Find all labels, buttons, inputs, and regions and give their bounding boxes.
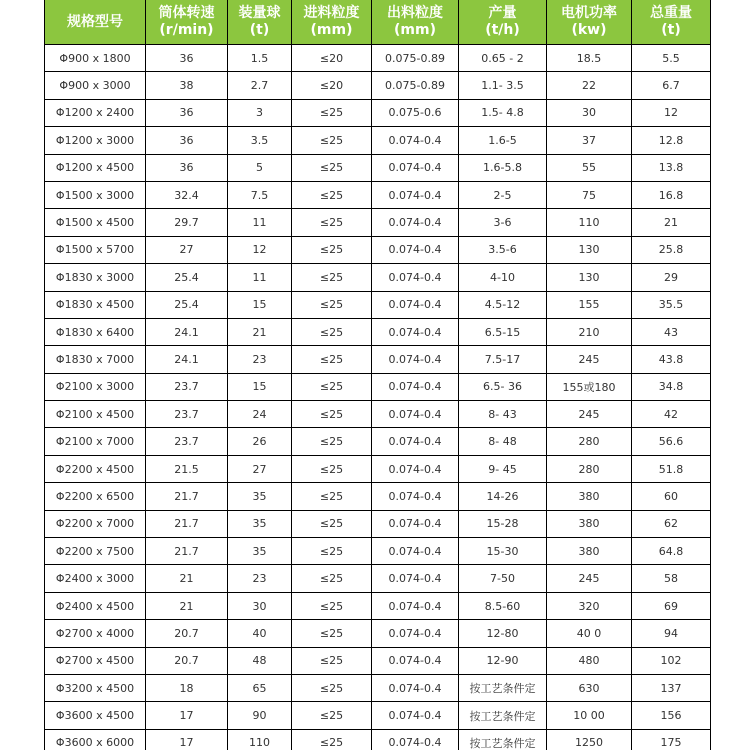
table-row (45, 565, 711, 592)
motor-power-cell: 110 (547, 209, 632, 236)
header-unit: (t) (249, 22, 270, 38)
weight-cell: 175 (632, 729, 711, 750)
ball-load-cell: 15 (228, 291, 292, 318)
ball-load-header (228, 0, 292, 45)
discharge-size-cell: 0.074-0.4 (372, 291, 459, 318)
model-cell: Φ1500 x 4500 (45, 209, 146, 236)
table-row (45, 428, 711, 455)
speed-cell: 36 (146, 99, 228, 126)
model-cell: Φ2200 x 4500 (45, 455, 146, 482)
feed-size-cell: ≤25 (292, 154, 372, 181)
capacity-cell: 15-28 (459, 510, 547, 537)
discharge-size-header (372, 0, 459, 45)
header-unit: (t) (661, 22, 681, 38)
motor-power-cell: 37 (547, 127, 632, 154)
speed-cell: 18 (146, 674, 228, 701)
discharge-size-cell: 0.074-0.4 (372, 620, 459, 647)
ball-mill-spec-table (44, 0, 711, 750)
discharge-size-cell: 0.074-0.4 (372, 181, 459, 208)
discharge-size-cell: 0.074-0.4 (372, 318, 459, 345)
header-title: 电机功率 (561, 5, 617, 21)
ball-load-cell: 11 (228, 264, 292, 291)
discharge-size-cell: 0.074-0.4 (372, 565, 459, 592)
model-cell: Φ3600 x 6000 (45, 729, 146, 750)
header-title: 装量球 (238, 5, 281, 21)
feed-size-cell: ≤25 (292, 455, 372, 482)
ball-load-cell: 23 (228, 346, 292, 373)
table-row (45, 181, 711, 208)
table-row (45, 291, 711, 318)
discharge-size-cell: 0.075-0.6 (372, 99, 459, 126)
discharge-size-cell: 0.074-0.4 (372, 592, 459, 619)
model-cell: Φ2400 x 3000 (45, 565, 146, 592)
weight-cell: 13.8 (632, 154, 711, 181)
feed-size-cell: ≤25 (292, 127, 372, 154)
speed-cell: 23.7 (146, 401, 228, 428)
header-unit: (t/h) (485, 22, 520, 38)
speed-cell: 21.7 (146, 538, 228, 565)
capacity-header (459, 0, 547, 45)
weight-cell: 43 (632, 318, 711, 345)
ball-load-cell: 90 (228, 702, 292, 729)
feed-size-cell: ≤25 (292, 236, 372, 263)
motor-power-cell: 380 (547, 483, 632, 510)
table-row (45, 647, 711, 674)
ball-load-cell: 11 (228, 209, 292, 236)
feed-size-cell: ≤25 (292, 401, 372, 428)
table-body (45, 45, 711, 750)
ball-load-cell: 48 (228, 647, 292, 674)
motor-power-cell: 75 (547, 181, 632, 208)
capacity-cell: 8- 48 (459, 428, 547, 455)
header-unit: (kw) (571, 22, 607, 38)
motor-power-cell: 210 (547, 318, 632, 345)
capacity-cell: 2-5 (459, 181, 547, 208)
table-row (45, 510, 711, 537)
table-row (45, 674, 711, 701)
weight-cell: 56.6 (632, 428, 711, 455)
discharge-size-cell: 0.075-0.89 (372, 72, 459, 99)
weight-cell: 35.5 (632, 291, 711, 318)
motor-power-cell: 155 (547, 291, 632, 318)
capacity-cell: 1.6-5 (459, 127, 547, 154)
capacity-cell: 3.5-6 (459, 236, 547, 263)
ball-load-cell: 35 (228, 538, 292, 565)
ball-load-cell: 15 (228, 373, 292, 400)
motor-power-cell: 630 (547, 674, 632, 701)
ball-load-cell: 5 (228, 154, 292, 181)
motor-power-header (547, 0, 632, 45)
speed-cell: 21.7 (146, 510, 228, 537)
capacity-cell: 1.1- 3.5 (459, 72, 547, 99)
capacity-cell: 3-6 (459, 209, 547, 236)
motor-power-cell: 155或180 (547, 373, 632, 400)
discharge-size-cell: 0.074-0.4 (372, 483, 459, 510)
discharge-size-cell: 0.074-0.4 (372, 647, 459, 674)
model-cell: Φ3200 x 4500 (45, 674, 146, 701)
table-row (45, 729, 711, 750)
feed-size-cell: ≤25 (292, 565, 372, 592)
feed-size-cell: ≤25 (292, 291, 372, 318)
model-cell: Φ2700 x 4000 (45, 620, 146, 647)
capacity-cell: 8.5-60 (459, 592, 547, 619)
weight-cell: 94 (632, 620, 711, 647)
ball-load-cell: 1.5 (228, 45, 292, 72)
feed-size-cell: ≤25 (292, 346, 372, 373)
ball-load-cell: 7.5 (228, 181, 292, 208)
feed-size-cell: ≤25 (292, 483, 372, 510)
table-row (45, 373, 711, 400)
table-row (45, 455, 711, 482)
weight-cell: 42 (632, 401, 711, 428)
header-unit: (mm) (310, 22, 353, 38)
table-row (45, 346, 711, 373)
table-row (45, 99, 711, 126)
capacity-cell: 6.5- 36 (459, 373, 547, 400)
feed-size-cell: ≤25 (292, 620, 372, 647)
ball-load-cell: 30 (228, 592, 292, 619)
speed-cell: 32.4 (146, 181, 228, 208)
ball-load-cell: 35 (228, 510, 292, 537)
feed-size-cell: ≤25 (292, 99, 372, 126)
speed-cell: 20.7 (146, 647, 228, 674)
capacity-cell: 8- 43 (459, 401, 547, 428)
weight-cell: 6.7 (632, 72, 711, 99)
speed-cell: 21.7 (146, 483, 228, 510)
discharge-size-cell: 0.074-0.4 (372, 127, 459, 154)
discharge-size-cell: 0.074-0.4 (372, 729, 459, 750)
table-row (45, 264, 711, 291)
feed-size-cell: ≤25 (292, 181, 372, 208)
table-row (45, 236, 711, 263)
speed-cell: 25.4 (146, 264, 228, 291)
speed-cell: 23.7 (146, 373, 228, 400)
capacity-cell: 9- 45 (459, 455, 547, 482)
drum-speed-header (146, 0, 228, 45)
capacity-cell: 7.5-17 (459, 346, 547, 373)
discharge-size-cell: 0.074-0.4 (372, 702, 459, 729)
table-row (45, 592, 711, 619)
speed-cell: 36 (146, 45, 228, 72)
model-cell: Φ2400 x 4500 (45, 592, 146, 619)
weight-cell: 34.8 (632, 373, 711, 400)
capacity-cell: 12-90 (459, 647, 547, 674)
motor-power-cell: 10 00 (547, 702, 632, 729)
capacity-cell: 12-80 (459, 620, 547, 647)
feed-size-cell: ≤25 (292, 373, 372, 400)
speed-cell: 17 (146, 702, 228, 729)
ball-load-cell: 21 (228, 318, 292, 345)
speed-cell: 17 (146, 729, 228, 750)
capacity-cell: 1.6-5.8 (459, 154, 547, 181)
weight-cell: 62 (632, 510, 711, 537)
capacity-cell: 14-26 (459, 483, 547, 510)
motor-power-cell: 55 (547, 154, 632, 181)
model-cell: Φ1200 x 4500 (45, 154, 146, 181)
model-cell: Φ2100 x 7000 (45, 428, 146, 455)
capacity-cell: 4.5-12 (459, 291, 547, 318)
model-cell: Φ2700 x 4500 (45, 647, 146, 674)
table-row (45, 154, 711, 181)
discharge-size-cell: 0.074-0.4 (372, 346, 459, 373)
model-cell: Φ1830 x 7000 (45, 346, 146, 373)
ball-load-cell: 2.7 (228, 72, 292, 99)
motor-power-cell: 280 (547, 455, 632, 482)
header-title: 进料粒度 (303, 5, 360, 21)
weight-cell: 21 (632, 209, 711, 236)
ball-load-cell: 26 (228, 428, 292, 455)
model-cell: Φ1200 x 3000 (45, 127, 146, 154)
capacity-cell: 7-50 (459, 565, 547, 592)
weight-cell: 12 (632, 99, 711, 126)
motor-power-cell: 380 (547, 510, 632, 537)
discharge-size-cell: 0.075-0.89 (372, 45, 459, 72)
ball-load-cell: 24 (228, 401, 292, 428)
speed-cell: 36 (146, 127, 228, 154)
motor-power-cell: 40 0 (547, 620, 632, 647)
ball-load-cell: 35 (228, 483, 292, 510)
speed-cell: 24.1 (146, 346, 228, 373)
capacity-cell: 按工艺条件定 (459, 729, 547, 750)
motor-power-cell: 245 (547, 401, 632, 428)
model-cell: Φ2200 x 6500 (45, 483, 146, 510)
ball-load-cell: 110 (228, 729, 292, 750)
ball-load-cell: 3 (228, 99, 292, 126)
header-title: 筒体转速 (158, 5, 215, 21)
feed-size-cell: ≤25 (292, 209, 372, 236)
model-cell: Φ1500 x 5700 (45, 236, 146, 263)
feed-size-header (292, 0, 372, 45)
feed-size-cell: ≤25 (292, 647, 372, 674)
motor-power-cell: 130 (547, 264, 632, 291)
capacity-cell: 0.65 - 2 (459, 45, 547, 72)
feed-size-cell: ≤25 (292, 428, 372, 455)
feed-size-cell: ≤25 (292, 592, 372, 619)
motor-power-cell: 320 (547, 592, 632, 619)
speed-cell: 21 (146, 592, 228, 619)
speed-cell: 21.5 (146, 455, 228, 482)
feed-size-cell: ≤25 (292, 538, 372, 565)
discharge-size-cell: 0.074-0.4 (372, 373, 459, 400)
table-row (45, 702, 711, 729)
discharge-size-cell: 0.074-0.4 (372, 538, 459, 565)
header-title: 规格型号 (67, 13, 123, 30)
spec-model-header (45, 0, 146, 45)
discharge-size-cell: 0.074-0.4 (372, 674, 459, 701)
header-title: 出料粒度 (387, 5, 443, 21)
ball-load-cell: 27 (228, 455, 292, 482)
model-cell: Φ1200 x 2400 (45, 99, 146, 126)
header-unit: (mm) (394, 22, 436, 38)
model-cell: Φ1500 x 3000 (45, 181, 146, 208)
table-row (45, 483, 711, 510)
table-row (45, 45, 711, 72)
weight-cell: 43.8 (632, 346, 711, 373)
ball-load-cell: 23 (228, 565, 292, 592)
capacity-cell: 1.5- 4.8 (459, 99, 547, 126)
model-cell: Φ2100 x 4500 (45, 401, 146, 428)
table-row (45, 318, 711, 345)
header-row (45, 0, 711, 45)
motor-power-cell: 480 (547, 647, 632, 674)
speed-cell: 36 (146, 154, 228, 181)
weight-cell: 12.8 (632, 127, 711, 154)
model-cell: Φ1830 x 3000 (45, 264, 146, 291)
weight-cell: 102 (632, 647, 711, 674)
capacity-cell: 按工艺条件定 (459, 702, 547, 729)
motor-power-cell: 245 (547, 346, 632, 373)
ball-load-cell: 65 (228, 674, 292, 701)
motor-power-cell: 30 (547, 99, 632, 126)
weight-cell: 16.8 (632, 181, 711, 208)
table-row (45, 401, 711, 428)
table-row (45, 127, 711, 154)
speed-cell: 21 (146, 565, 228, 592)
feed-size-cell: ≤25 (292, 510, 372, 537)
feed-size-cell: ≤25 (292, 702, 372, 729)
model-cell: Φ900 x 1800 (45, 45, 146, 72)
capacity-cell: 6.5-15 (459, 318, 547, 345)
speed-cell: 29.7 (146, 209, 228, 236)
speed-cell: 20.7 (146, 620, 228, 647)
discharge-size-cell: 0.074-0.4 (372, 455, 459, 482)
motor-power-cell: 280 (547, 428, 632, 455)
speed-cell: 25.4 (146, 291, 228, 318)
model-cell: Φ2200 x 7000 (45, 510, 146, 537)
discharge-size-cell: 0.074-0.4 (372, 264, 459, 291)
weight-cell: 156 (632, 702, 711, 729)
feed-size-cell: ≤20 (292, 72, 372, 99)
feed-size-cell: ≤25 (292, 264, 372, 291)
motor-power-cell: 380 (547, 538, 632, 565)
model-cell: Φ1830 x 6400 (45, 318, 146, 345)
speed-cell: 27 (146, 236, 228, 263)
weight-cell: 25.8 (632, 236, 711, 263)
model-cell: Φ900 x 3000 (45, 72, 146, 99)
model-cell: Φ3600 x 4500 (45, 702, 146, 729)
weight-cell: 51.8 (632, 455, 711, 482)
discharge-size-cell: 0.074-0.4 (372, 154, 459, 181)
feed-size-cell: ≤25 (292, 729, 372, 750)
total-weight-header (632, 0, 711, 45)
ball-load-cell: 12 (228, 236, 292, 263)
weight-cell: 69 (632, 592, 711, 619)
discharge-size-cell: 0.074-0.4 (372, 510, 459, 537)
discharge-size-cell: 0.074-0.4 (372, 209, 459, 236)
feed-size-cell: ≤25 (292, 674, 372, 701)
table-row (45, 72, 711, 99)
weight-cell: 137 (632, 674, 711, 701)
table-row (45, 538, 711, 565)
capacity-cell: 15-30 (459, 538, 547, 565)
motor-power-cell: 1250 (547, 729, 632, 750)
weight-cell: 64.8 (632, 538, 711, 565)
motor-power-cell: 18.5 (547, 45, 632, 72)
feed-size-cell: ≤25 (292, 318, 372, 345)
motor-power-cell: 22 (547, 72, 632, 99)
motor-power-cell: 130 (547, 236, 632, 263)
header-title: 产量 (488, 5, 517, 21)
model-cell: Φ1830 x 4500 (45, 291, 146, 318)
weight-cell: 60 (632, 483, 711, 510)
capacity-cell: 4-10 (459, 264, 547, 291)
speed-cell: 24.1 (146, 318, 228, 345)
discharge-size-cell: 0.074-0.4 (372, 428, 459, 455)
discharge-size-cell: 0.074-0.4 (372, 236, 459, 263)
discharge-size-cell: 0.074-0.4 (372, 401, 459, 428)
weight-cell: 5.5 (632, 45, 711, 72)
table-row (45, 209, 711, 236)
motor-power-cell: 245 (547, 565, 632, 592)
capacity-cell: 按工艺条件定 (459, 674, 547, 701)
feed-size-cell: ≤20 (292, 45, 372, 72)
model-cell: Φ2200 x 7500 (45, 538, 146, 565)
speed-cell: 23.7 (146, 428, 228, 455)
header-unit: (r/min) (159, 22, 214, 38)
header-title: 总重量 (650, 5, 692, 21)
table-row (45, 620, 711, 647)
weight-cell: 58 (632, 565, 711, 592)
model-cell: Φ2100 x 3000 (45, 373, 146, 400)
ball-load-cell: 40 (228, 620, 292, 647)
weight-cell: 29 (632, 264, 711, 291)
ball-load-cell: 3.5 (228, 127, 292, 154)
speed-cell: 38 (146, 72, 228, 99)
